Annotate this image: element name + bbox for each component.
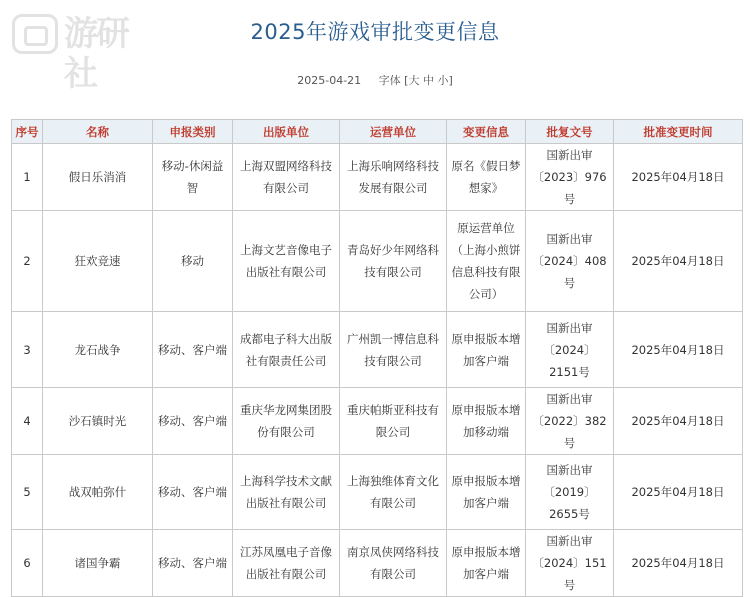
cell-approval-no: 国新出审〔2023〕976号 [526,144,614,211]
cell-operator: 广州凯一博信息科技有限公司 [340,312,447,388]
cell-category: 移动、客户端 [153,455,233,530]
col-header-publisher: 出版单位 [233,120,340,144]
col-header-category: 申报类别 [153,120,233,144]
cell-approval-no: 国新出审〔2022〕382号 [526,388,614,455]
logo-text: 游研社 [64,14,128,94]
cell-index: 5 [12,455,43,530]
table-row [12,530,743,597]
cell-change: 原申报版本增加客户端 [447,530,526,597]
cell-publisher: 江苏凤凰电子音像出版社有限公司 [233,530,340,597]
cell-operator: 上海独维体育文化有限公司 [340,455,447,530]
cell-category: 移动、客户端 [153,530,233,597]
col-header-operator: 运营单位 [340,120,447,144]
cell-approval-no: 国新出审〔2019〕2655号 [526,455,614,530]
cell-operator: 南京凤侠网络科技有限公司 [340,530,447,597]
cell-change: 原申报版本增加客户端 [447,455,526,530]
cell-approval-no: 国新出审〔2024〕2151号 [526,312,614,388]
page-title: 2025年游戏审批变更信息 [250,20,500,44]
cell-approval-no: 国新出审〔2024〕151号 [526,530,614,597]
cell-publisher: 上海双盟网络科技有限公司 [233,144,340,211]
cell-operator: 青岛好少年网络科技有限公司 [340,211,447,312]
table-row [12,455,743,530]
col-header-approval-date: 批准变更时间 [614,120,743,144]
cell-approval-date: 2025年04月18日 [614,455,743,530]
article-meta [0,72,750,88]
publish-date: 2025-04-21 [297,74,362,87]
cell-change: 原运营单位（上海小煎饼信息科技有限公司） [447,211,526,312]
table-row [12,388,743,455]
cell-approval-no: 国新出审〔2024〕408号 [526,211,614,312]
cell-category: 移动-休闲益智 [153,144,233,211]
col-header-name: 名称 [43,120,153,144]
table-header-row [12,120,743,144]
cell-approval-date: 2025年04月18日 [614,312,743,388]
cell-approval-date: 2025年04月18日 [614,530,743,597]
table-row [12,312,743,388]
cell-publisher: 成都电子科大出版社有限责任公司 [233,312,340,388]
table-row [12,211,743,312]
cell-category: 移动 [153,211,233,312]
cell-name: 狂欢竞速 [43,211,153,312]
cell-name: 诸国争霸 [43,530,153,597]
cell-approval-date: 2025年04月18日 [614,211,743,312]
cell-name: 战双帕弥什 [43,455,153,530]
cell-approval-date: 2025年04月18日 [614,388,743,455]
cell-index: 6 [12,530,43,597]
cell-index: 3 [12,312,43,388]
cell-category: 移动、客户端 [153,312,233,388]
cell-name: 假日乐消消 [43,144,153,211]
font-size-switcher[interactable]: 字体 [大 中 小] [378,74,453,87]
cell-operator: 重庆帕斯亚科技有限公司 [340,388,447,455]
approval-change-table [11,119,743,597]
cell-publisher: 上海科学技术文献出版社有限公司 [233,455,340,530]
col-header-change: 变更信息 [447,120,526,144]
cell-publisher: 重庆华龙网集团股份有限公司 [233,388,340,455]
table-row [12,144,743,211]
cell-name: 龙石战争 [43,312,153,388]
cell-category: 移动、客户端 [153,388,233,455]
cell-change: 原名《假日梦想家》 [447,144,526,211]
cell-name: 沙石镇时光 [43,388,153,455]
cell-index: 2 [12,211,43,312]
cell-approval-date: 2025年04月18日 [614,144,743,211]
cell-change: 原申报版本增加移动端 [447,388,526,455]
cell-publisher: 上海文艺音像电子出版社有限公司 [233,211,340,312]
col-header-approval-no: 批复文号 [526,120,614,144]
cell-change: 原申报版本增加客户端 [447,312,526,388]
cell-index: 4 [12,388,43,455]
cell-index: 1 [12,144,43,211]
cell-operator: 上海乐响网络科技发展有限公司 [340,144,447,211]
col-header-index: 序号 [12,120,43,144]
